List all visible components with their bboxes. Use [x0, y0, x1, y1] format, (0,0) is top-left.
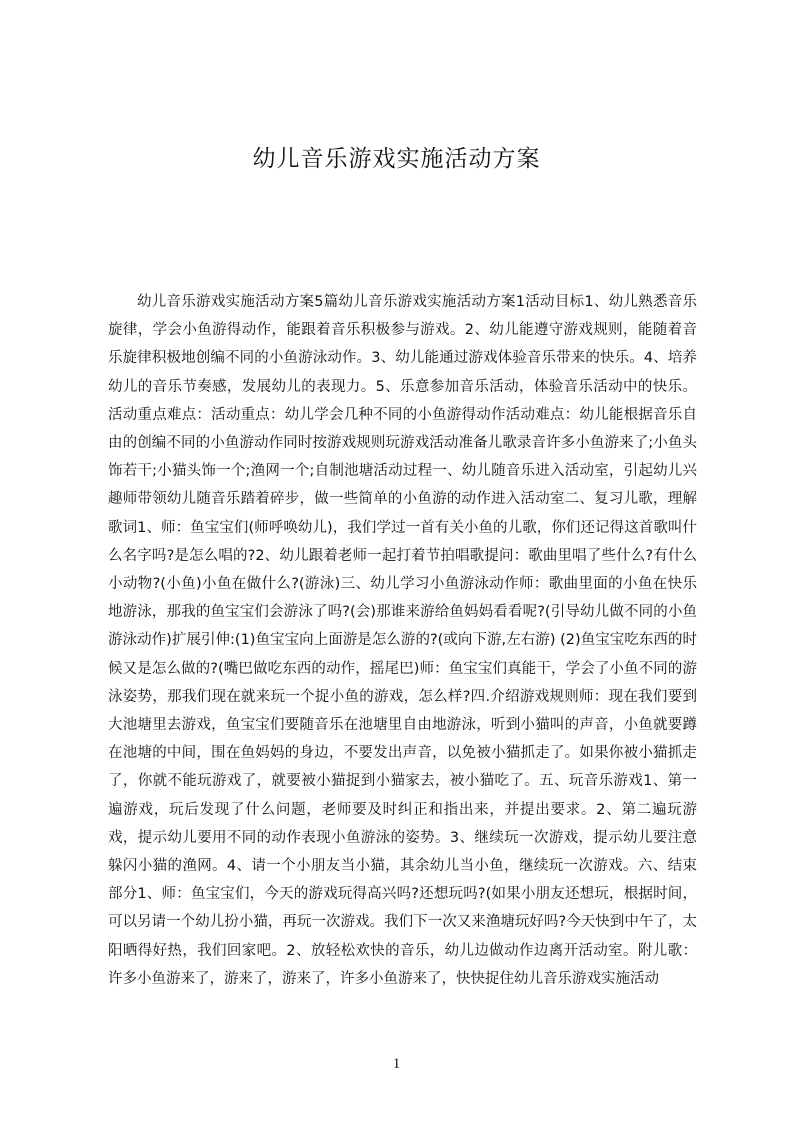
page-number: 1	[392, 1056, 401, 1072]
document-body: 幼儿音乐游戏实施活动方案5篇幼儿音乐游戏实施活动方案1活动目标1、幼儿熟悉音乐旋律，学会小鱼游得动作，能跟着音乐积极参与游戏。2、幼儿能遵守游戏规则，能随着音乐旋律积极地创编不同的小鱼游泳动作。3、幼儿能通过游戏体验音乐带来的快乐。4、培养幼儿的音乐节奏感，发展幼儿的表现力。5、乐意参加音乐活动，体验音乐活动中的快乐。活动重点难点：活动重点：幼儿学会几种不同的小鱼游得动作活动难点：幼儿能根据音乐自由的创编不同的小鱼游动作同时按游戏规则玩游戏活动准备儿歌录音许多小鱼游来了;小鱼头饰若干;小猫头饰一个;渔网一个;自制池塘活动过程一、幼儿随音乐进入活动室，引起幼儿兴趣师带领幼儿随音乐踏着碎步，做一些简单的小鱼游的动作进入活动室二、复习儿歌，理解歌词1、师：鱼宝宝们(师呼唤幼儿)，我们学过一首有关小鱼的儿歌，你们还记得这首歌叫什么名字吗?是怎么唱的?2、幼儿跟着老师一起打着节拍唱歌提问：歌曲里唱了些什么?有什么小动物?(小鱼)小鱼在做什么?(游泳)三、幼儿学习小鱼游泳动作师：歌曲里面的小鱼在快乐地游泳，那我的鱼宝宝们会游泳了吗?(会)那谁来游给鱼妈妈看看呢?(引导幼儿做不同的小鱼游泳动作)扩展引伸:(1)鱼宝宝向上面游是怎么游的?(或向下游,左右游) (2)鱼宝宝吃东西的时候又是怎么做的?(嘴巴做吃东西的动作，摇尾巴)师：鱼宝宝们真能干，学会了小鱼不同的游泳姿势，那我们现在就来玩一个捉小鱼的游戏，怎么样?四.介绍游戏规则师：现在我们要到大池塘里去游戏，鱼宝宝们要随音乐在池塘里自由地游泳，听到小猫叫的声音，小鱼就要蹲在池塘的中间，围在鱼妈妈的身边，不要发出声音，以免被小猫抓走了。如果你被小猫抓走了，你就不能玩游戏了，就要被小猫捉到小猫家去，被小猫吃了。五、玩音乐游戏1、第一遍游戏，玩后发现了什么问题，老师要及时纠正和指出来，并提出要求。2、第二遍玩游戏，提示幼儿要用不同的动作表现小鱼游泳的姿势。3、继续玩一次游戏，提示幼儿要注意躲闪小猫的渔网。4、请一个小朋友当小猫，其余幼儿当小鱼，继续玩一次游戏。六、结束部分1、师：鱼宝宝们，今天的游戏玩得高兴吗?还想玩吗?(如果小朋友还想玩，根据时间，可以另请一个幼儿扮小猫，再玩一次游戏。我们下一次又来渔塘玩好吗?今天快到中午了，太阳晒得好热，我们回家吧。2、放轻松欢快的音乐，幼儿边做动作边离开活动室。附儿歌：许多小鱼游来了，游来了，游来了，许多小鱼游来了，快快捉住幼儿音乐游戏实施活动	[108, 294, 697, 987]
document-title: 幼儿音乐游戏实施活动方案	[252, 146, 541, 172]
